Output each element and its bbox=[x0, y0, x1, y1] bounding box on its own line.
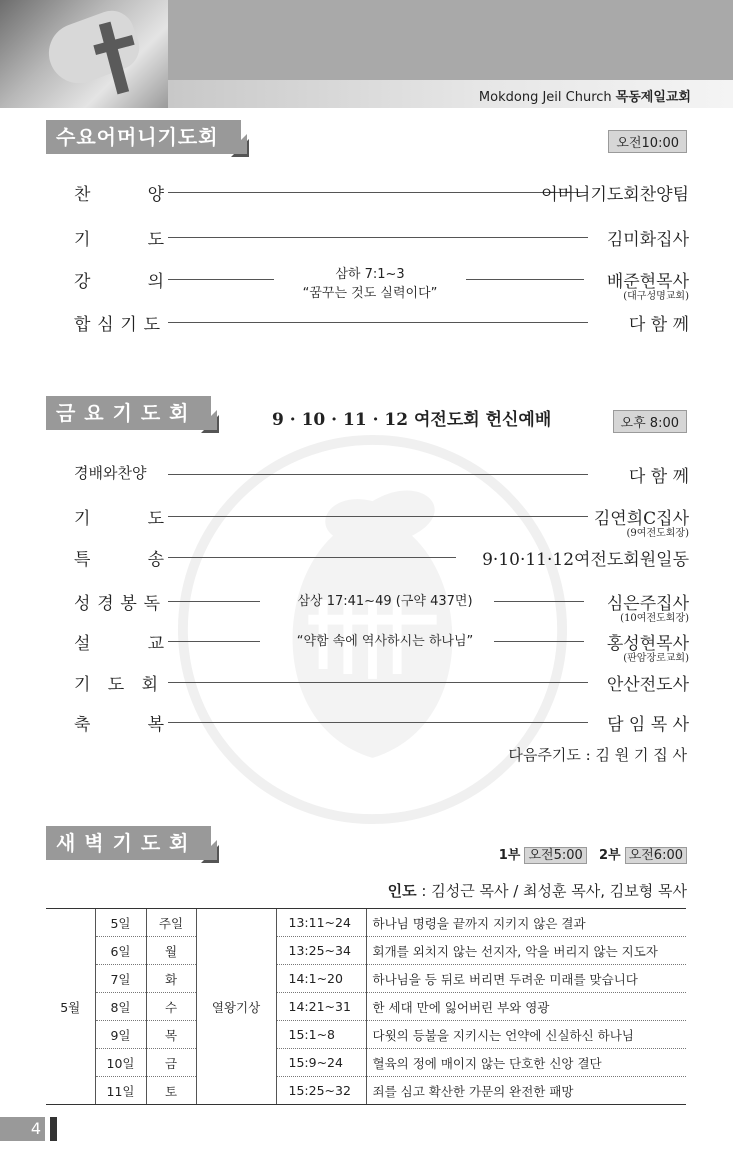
passage-cell: 15:1~8 bbox=[276, 1021, 366, 1049]
dawn-title: 새 벽 기 도 회 bbox=[46, 826, 211, 860]
dawn-times: 1부 오전5:00 2부 오전6:00 bbox=[499, 844, 687, 863]
program-row bbox=[74, 180, 689, 208]
date-cell: 7일 bbox=[95, 965, 146, 993]
date-cell: 8일 bbox=[95, 993, 146, 1021]
topic-cell: 죄를 심고 확산한 가문의 완전한 패망 bbox=[366, 1077, 686, 1105]
program-label: 기 도 bbox=[74, 230, 164, 250]
table-row bbox=[46, 1049, 686, 1077]
wednesday-title: 수요어머니기도회 bbox=[46, 120, 241, 154]
day-cell: 토 bbox=[146, 1077, 196, 1105]
program-row bbox=[74, 589, 689, 624]
program-value: 9·10·11·12여전도회원일동 bbox=[482, 550, 689, 570]
friday-title: 금 요 기 도 회 bbox=[46, 396, 211, 430]
program-row bbox=[74, 225, 689, 253]
topic-cell: 한 세대 만에 잃어버린 부와 영광 bbox=[366, 993, 686, 1021]
program-row bbox=[74, 710, 689, 738]
month-cell: 5월 bbox=[46, 909, 95, 1105]
date-cell: 5일 bbox=[95, 909, 146, 937]
program-label: 특 송 bbox=[74, 550, 164, 570]
date-cell: 6일 bbox=[95, 937, 146, 965]
program-label: 설 교 bbox=[74, 634, 164, 654]
praying-hands-image bbox=[40, 4, 145, 91]
program-label: 성 경 봉 독 bbox=[74, 594, 160, 614]
sermon-info: 삼하 7:1~3 “꿈꾸는 것도 실력이다” bbox=[302, 267, 438, 301]
program-row bbox=[74, 504, 689, 539]
topic-cell: 하나님을 등 뒤로 버리면 두려운 미래를 맞습니다 bbox=[366, 965, 686, 993]
program-row bbox=[74, 545, 689, 573]
day-cell: 월 bbox=[146, 937, 196, 965]
page-number-bar bbox=[50, 1117, 57, 1141]
page-number: 4 bbox=[0, 1117, 45, 1141]
book-cell: 열왕기상 bbox=[196, 909, 276, 1105]
table-row bbox=[46, 1021, 686, 1049]
program-row bbox=[74, 462, 689, 490]
program-value: 배준현목사 (대구성명교회) bbox=[606, 272, 689, 302]
program-label: 기 도 bbox=[74, 509, 164, 529]
topic-cell: 하나님 명령을 끝까지 지키지 않은 결과 bbox=[366, 909, 686, 937]
header-bar bbox=[168, 0, 733, 80]
table-row bbox=[46, 965, 686, 993]
program-label: 축 복 bbox=[74, 715, 164, 735]
scripture-reading: 삼상 17:41~49 (구약 437면) bbox=[297, 594, 473, 609]
table-row bbox=[46, 1077, 686, 1105]
passage-cell: 13:11~24 bbox=[276, 909, 366, 937]
date-cell: 9일 bbox=[95, 1021, 146, 1049]
topic-cell: 혈육의 정에 매이지 않는 단호한 신앙 결단 bbox=[366, 1049, 686, 1077]
dawn-leaders: 인도 : 김성근 목사 / 최성훈 목사, 김보형 목사 bbox=[387, 882, 687, 900]
header-photo bbox=[0, 0, 168, 108]
program-value: 다 함 께 bbox=[628, 315, 689, 335]
passage-cell: 14:21~31 bbox=[276, 993, 366, 1021]
day-cell: 수 bbox=[146, 993, 196, 1021]
sermon-title: “약함 속에 역사하시는 하나님” bbox=[296, 634, 474, 649]
program-row bbox=[74, 670, 689, 698]
program-label: 강 의 bbox=[74, 272, 164, 292]
table-row bbox=[46, 937, 686, 965]
day-cell: 주일 bbox=[146, 909, 196, 937]
program-value: 심은주집사 (10여전도회장) bbox=[606, 594, 689, 624]
program-value: 김연희C집사 (9여전도회장) bbox=[593, 509, 689, 539]
day-cell: 화 bbox=[146, 965, 196, 993]
friday-time: 오후 8:00 bbox=[613, 410, 687, 433]
program-value: 김미화집사 bbox=[606, 230, 689, 250]
program-value: 다 함 께 bbox=[628, 467, 689, 487]
date-cell: 10일 bbox=[95, 1049, 146, 1077]
church-name: Mokdong Jeil Church 목동제일교회 bbox=[478, 90, 691, 105]
program-value: 어머니기도회찬양팀 bbox=[541, 185, 689, 205]
date-cell: 11일 bbox=[95, 1077, 146, 1105]
table-row bbox=[46, 909, 686, 937]
day-cell: 금 bbox=[146, 1049, 196, 1077]
friday-subtitle: 9 · 10 · 11 · 12 여전도회 헌신예배 bbox=[272, 410, 552, 430]
program-value: 안산전도사 bbox=[606, 675, 689, 695]
program-row bbox=[74, 310, 689, 338]
topic-cell: 다윗의 등불을 지키시는 언약에 신실하신 하나님 bbox=[366, 1021, 686, 1049]
program-value: 홍성현목사 (판암장로교회) bbox=[606, 634, 689, 664]
passage-cell: 13:25~34 bbox=[276, 937, 366, 965]
passage-cell: 15:9~24 bbox=[276, 1049, 366, 1077]
dawn-schedule-table bbox=[46, 908, 686, 1105]
program-label: 찬 양 bbox=[74, 185, 164, 205]
topic-cell: 회개를 외치지 않는 선지자, 악을 버리지 않는 지도자 bbox=[366, 937, 686, 965]
day-cell: 목 bbox=[146, 1021, 196, 1049]
program-label: 기 도 회 bbox=[74, 675, 158, 695]
program-label: 합 심 기 도 bbox=[74, 315, 160, 335]
passage-cell: 15:25~32 bbox=[276, 1077, 366, 1105]
program-value: 담 임 목 사 bbox=[607, 715, 689, 735]
wednesday-time: 오전10:00 bbox=[608, 130, 687, 153]
table-row bbox=[46, 993, 686, 1021]
passage-cell: 14:1~20 bbox=[276, 965, 366, 993]
next-week-prayer: 다음주기도 : 김 원 기 집 사 bbox=[508, 746, 687, 764]
program-row bbox=[74, 629, 689, 664]
program-row bbox=[74, 267, 689, 302]
program-label: 경배와찬양 bbox=[74, 464, 147, 482]
